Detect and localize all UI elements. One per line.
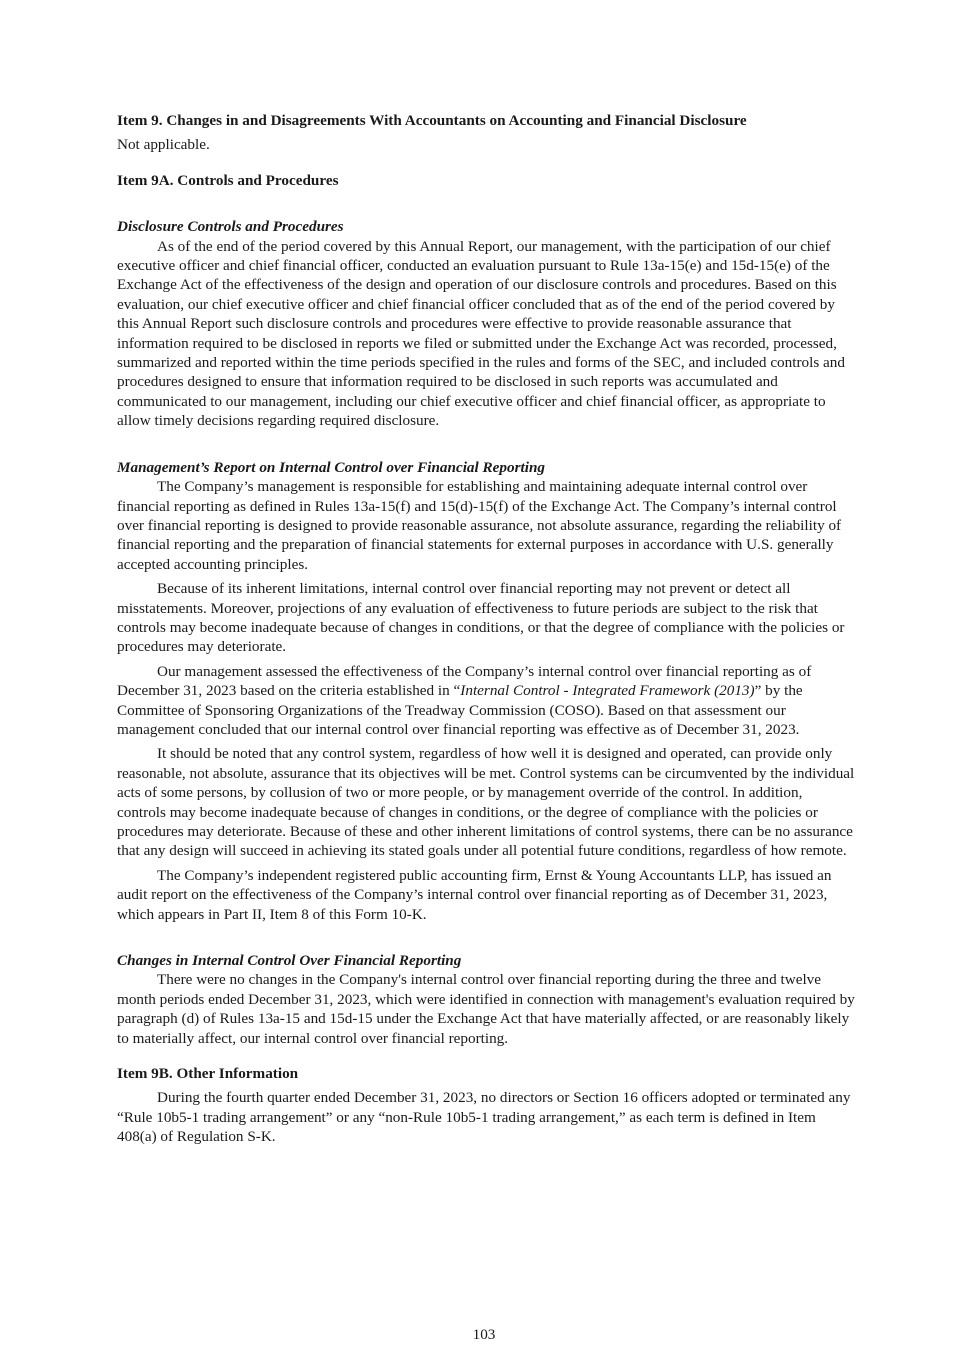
management-report-paragraph-3	[117, 662, 855, 740]
management-report-paragraph-5: The Company’s independent registered public accounting firm, Ernst & Young Accountants LLP, has issued an audit report on the effectiveness of the Company’s internal control over financial reporting as of December 31, 2023, which appears in Part II, Item 8 of this Form 10-K.	[117, 866, 832, 923]
changes-internal-control-heading: Changes in Internal Control Over Financial Reporting	[117, 952, 462, 970]
disclosure-controls-paragraph: As of the end of the period covered by this Annual Report, our management, with the participation of our chief executive officer and chief financial officer, conducted an evaluation pursuant to Rule 13a-15(e) and 15d-15(e) of the Exchange Act of the effectiveness of the design and operation of our disclosure controls and procedures. Based on this evaluation, our chief executive officer and chief financial officer concluded that as of the end of the period covered by this Annual Report such disclosure controls and procedures were effective to provide reasonable assurance that information required to be disclosed in reports we filed or submitted under the Exchange Act was recorded, processed, summarized and reported within the time periods specified in the rules and forms of the SEC, and included controls and procedures designed to ensure that information required to be disclosed in such reports was accumulated and communicated to our management, including our chief executive officer and chief financial officer, as appropriate to allow timely decisions regarding required disclosure.	[117, 237, 845, 430]
disclosure-controls-heading: Disclosure Controls and Procedures	[117, 218, 344, 236]
management-report-heading: Management’s Report on Internal Control over Financial Reporting	[117, 458, 545, 476]
page-number: 103	[472, 1326, 496, 1343]
management-report-paragraph-4: It should be noted that any control system, regardless of how well it is designed and operated, can provide only reasonable, not absolute, assurance that its objectives will be met. Control systems can be circumvented by the individual acts of some persons, by collusion of two or more people, or by management override of the control. In addition, controls may become inadequate because of changes in conditions, or the degree of compliance with the policies or procedures may deteriorate. Because of these and other inherent limitations of control systems, there can be no assurance that any design will succeed in achieving its stated goals under all potential future conditions, regardless of how remote.	[117, 745, 855, 860]
item-9-text: Not applicable.	[117, 136, 210, 154]
item-9-heading: Item 9. Changes in and Disagreements With Accountants on Accounting and Financial Disclosure	[117, 112, 747, 129]
p3-text-after: ” by the Committee of Sponsoring Organizations of the Treadway Commission (COSO). Based on that assessment our management concluded that our internal control over financial reporting was effective as of December 31, 2023.	[117, 682, 803, 738]
item-9a-heading: Item 9A. Controls and Procedures	[117, 171, 339, 189]
changes-internal-control-paragraph: There were no changes in the Company's internal control over financial reporting during the three and twelve month periods ended December 31, 2023, which were identified in connection with management's evaluation required by paragraph (d) of Rules 13a-15 and 15d-15 under the Exchange Act that have materially affected, or are reasonably likely to materially affect, our internal control over financial reporting.	[117, 971, 855, 1047]
coso-framework-title: Internal Control - Integrated Framework (2013)	[460, 682, 755, 700]
management-report-paragraph-2: Because of its inherent limitations, internal control over financial reporting may not prevent or detect all misstatements. Moreover, projections of any evaluation of effectiveness to future periods are subject to the risk that controls may become inadequate because of changes in conditions, or that the degree of compliance with the policies or procedures may deteriorate.	[117, 580, 845, 656]
item-9b-heading: Item 9B. Other Information	[117, 1065, 299, 1083]
document-page	[117, 111, 855, 1147]
p3-text-before: Our management assessed the effectiveness of the Company’s internal control over financial reporting as of December 31, 2023 based on the criteria established in “	[117, 662, 812, 700]
management-report-paragraph-1: The Company’s management is responsible for establishing and maintaining adequate internal control over financial reporting as defined in Rules 13a-15(f) and 15(d)-15(f) of the Exchange Act. The Company’s internal control over financial reporting is designed to provide reasonable assurance, not absolute assurance, regarding the reliability of financial reporting and the preparation of financial statements for external purposes in accordance with U.S. generally accepted accounting principles.	[117, 478, 842, 573]
item-9b-paragraph: During the fourth quarter ended December 31, 2023, no directors or Section 16 officers adopted or terminated any “Rule 10b5-1 trading arrangement” or any “non-Rule 10b5-1 trading arrangement,” as each term is defined in Item 408(a) of Regulation S-K.	[117, 1089, 851, 1146]
